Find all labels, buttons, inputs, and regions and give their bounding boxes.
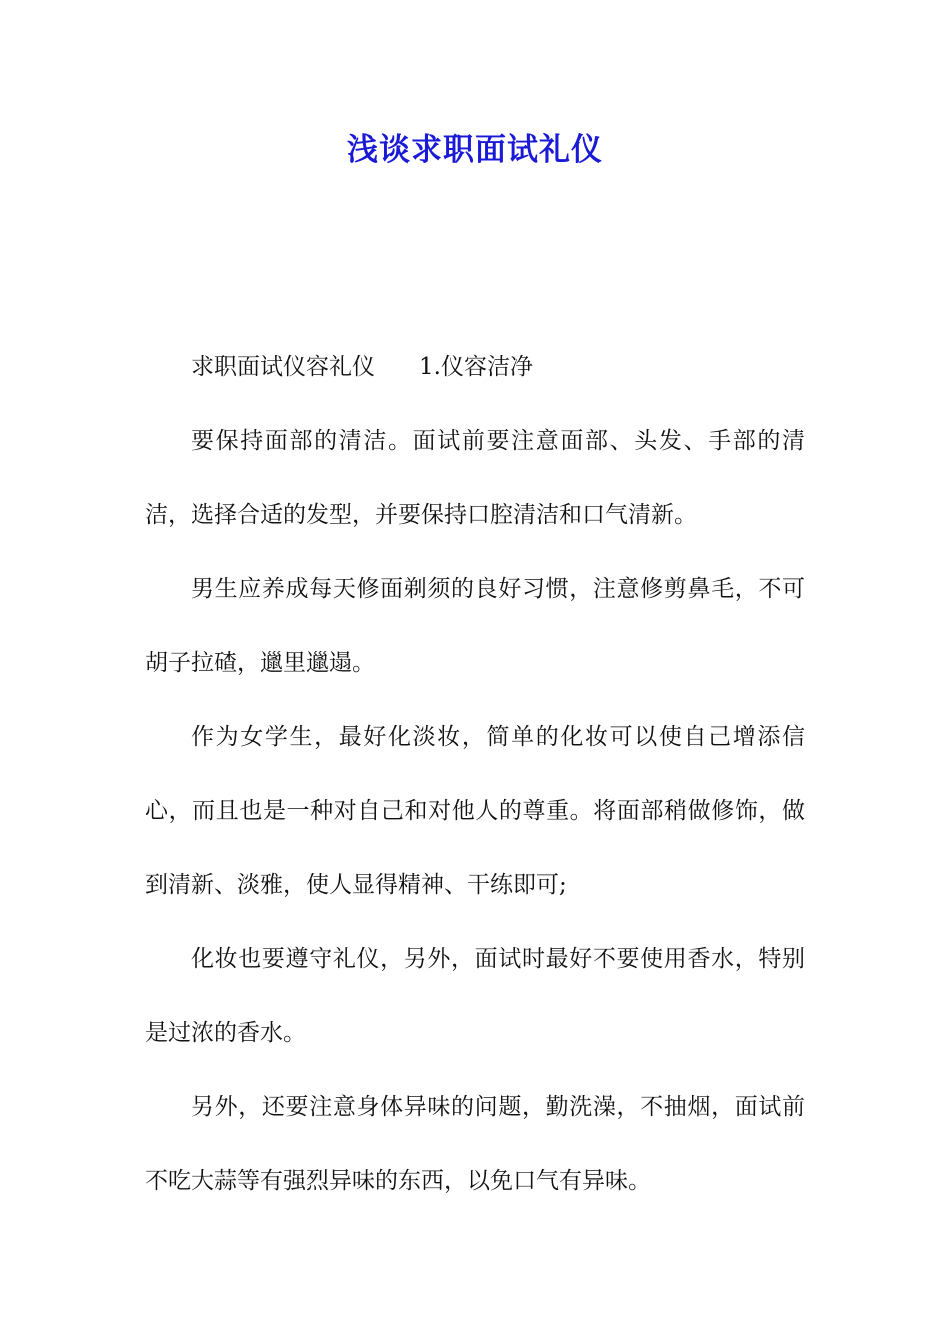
document-body	[145, 330, 805, 1218]
document-title: 浅谈求职面试礼仪	[347, 132, 603, 168]
section-item: 1.仪容洁净	[419, 354, 533, 380]
paragraph-5: 另外，还要注意身体异味的问题，勤洗澡，不抽烟，面试前不吃大蒜等有强烈异味的东西，以免口气有异味。	[145, 1094, 805, 1194]
paragraph-2: 男生应养成每天修面剃须的良好习惯，注意修剪鼻毛，不可胡子拉碴，邋里邋遢。	[145, 576, 805, 676]
section-heading-line	[145, 330, 805, 404]
paragraph-1: 要保持面部的清洁。面试前要注意面部、头发、手部的清洁，选择合适的发型，并要保持口腔清洁和口气清新。	[145, 428, 805, 528]
paragraph-4: 化妆也要遵守礼仪，另外，面试时最好不要使用香水，特别是过浓的香水。	[145, 946, 805, 1046]
paragraph-3: 作为女学生，最好化淡妆，简单的化妆可以使自己增添信心，而且也是一种对自己和对他人的尊重。将面部稍做修饰，做到清新、淡雅，使人显得精神、干练即可;	[145, 724, 805, 898]
section-heading: 求职面试仪容礼仪	[191, 354, 375, 380]
